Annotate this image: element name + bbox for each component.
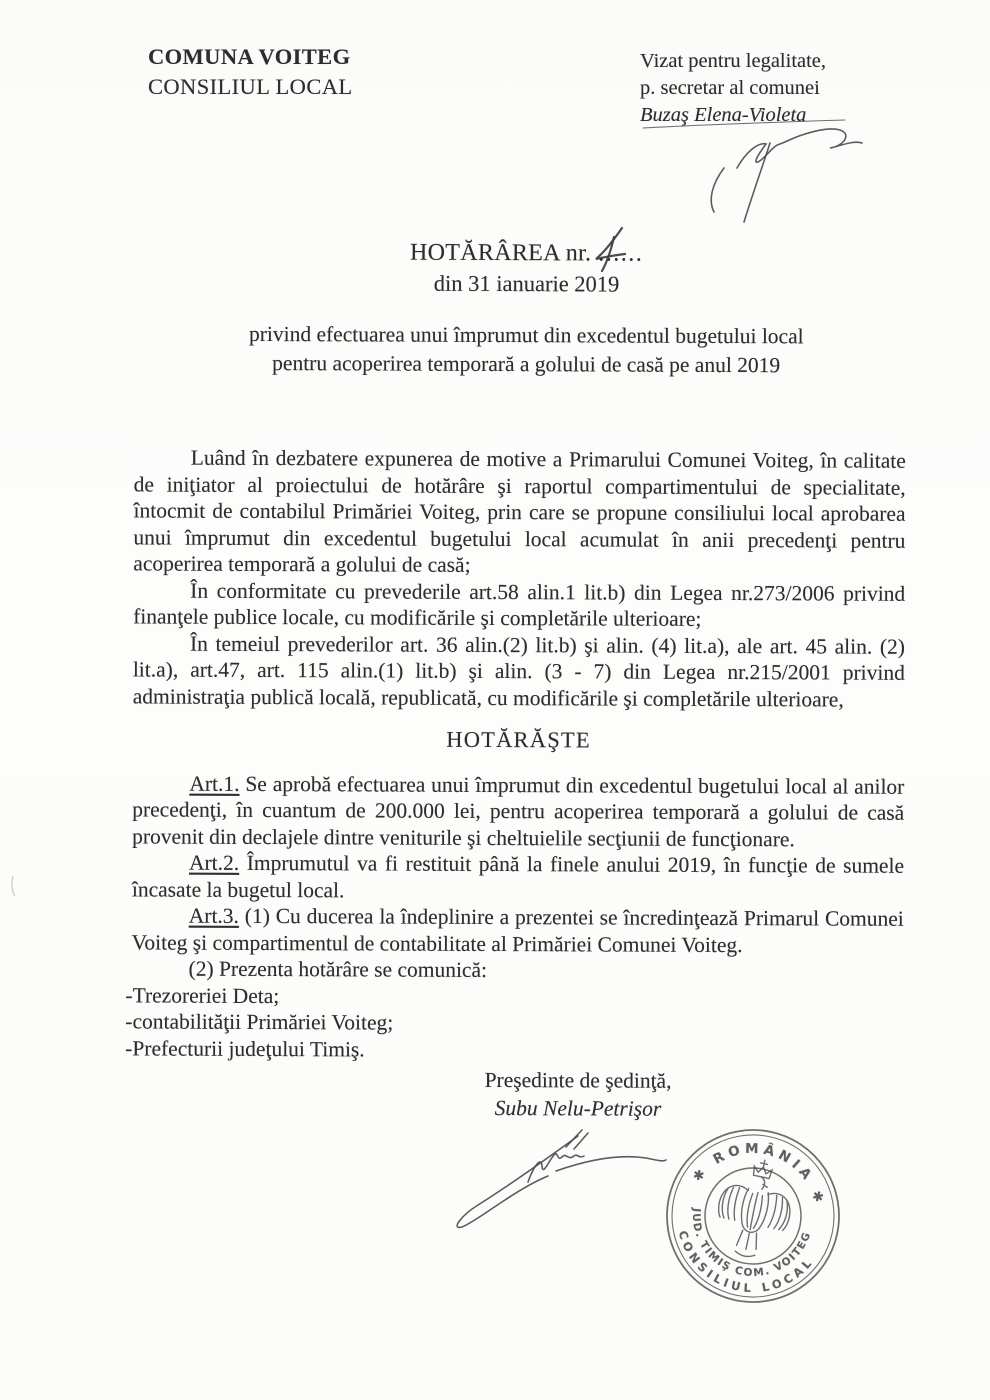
president-role: Preşedinte de şedinţă,: [484, 1067, 672, 1093]
visa-secretary-line: p. secretar al comunei: [640, 77, 820, 99]
article-paragraph: [132, 770, 904, 853]
preamble-paragraph: În conformitate cu prevederile art.58 alin.1 lit.b) din Legea nr.273/2006 privind finanţele publice locale, cu modificările şi completările ulterioare;: [133, 578, 906, 631]
decision-body: [125, 444, 906, 1064]
communication-intro: (2) Prezenta hotărâre se comunică:: [188, 956, 488, 982]
visa-line: Vizat pentru legalitate,: [640, 50, 827, 72]
article-text: Se aprobă efectuarea unui împrumut din excedentul bugetului local al anilor precedenţi, în cuantum de 200.000 lei, pentru acoperirea temporară a golului de casă provenit din declajele dintre veniturile şi cheltuielile secţiunii de funcţionare.: [132, 771, 905, 851]
subject-line-2: pentru acoperirea temporară a golului de casă pe anul 2019: [272, 351, 781, 378]
decision-heading: HOTĂRĂŞTE: [446, 726, 591, 753]
article-text: (1) Cu ducerea la îndeplinire a prezentei se încredinţează Primarul Comunei Voiteg şi compartimentul de contabilitate al Primăriei Comunei Voiteg.: [131, 903, 904, 957]
decision-number-dots: ......: [598, 240, 644, 267]
decision-title: [61, 235, 990, 301]
stamp-text-council: CONSILIUL LOCAL: [675, 1228, 817, 1296]
communication-item: -contabilităţii Primăriei Voiteg;: [125, 1009, 394, 1035]
president-name: Subu Nelu-Petrişor: [494, 1096, 662, 1121]
communication-item: -Prefecturii judeţului Timiş.: [125, 1035, 365, 1061]
subject-line-1: privind efectuarea unui împrumut din excedentul bugetului local: [248, 321, 804, 349]
article-label: Art.1.: [189, 771, 240, 796]
communication-item: -Trezoreriei Deta;: [125, 982, 280, 1008]
stamp-text-county: JUD. TIMIŞ COM. VOITEG: [689, 1207, 814, 1280]
decision-subject: [61, 319, 990, 381]
preamble-paragraph: În temeiul prevederilor art. 36 alin.(2) lit.b) şi alin. (4) lit.a), ale art. 45 alin. (2) lit.a), art.47, art. 115 alin.(1) lit.b) şi alin. (3 - 7) din Legea nr.215/2001 privind administraţia publică locală, republicată, cu modificările şi completările ulterioare,: [132, 631, 906, 712]
article-paragraph: [132, 902, 904, 958]
decision-date-line: din 31 ianuarie 2019: [433, 270, 620, 297]
decision-number-line: [62, 235, 990, 271]
article-text: Împrumutul va fi restituit până la finele anului 2019, în funcţie de sumele încasate la bugetul local.: [131, 850, 905, 902]
visa-secretary-name: Buzaş Elena-Violeta: [640, 104, 807, 126]
decision-title-text: HOTĂRÂREA nr.: [410, 239, 592, 267]
president-signature-block: [378, 1065, 778, 1123]
article-label: Art.3.: [188, 903, 240, 928]
preamble-paragraph: Luând în dezbatere expunerea de motive a Primarului Comunei Voiteg, în calitate de iniţiator al proiectului de hotărâre şi raportul compartimentului de specialitate, întocmit de contabilul Primăriei Voiteg, prin care se propune consiliului local aprobarea unui împrumut din excedentul bugetului local acumulat în anii precedenţi pentru acoperirea temporară a golului de casă;: [133, 445, 906, 577]
org-name: COMUNA VOITEG: [148, 44, 351, 69]
stamp-text-romania: ✱ ROMÂNIA ✱: [689, 1140, 828, 1209]
org-council: CONSILIUL LOCAL: [148, 74, 353, 99]
article-paragraph: [132, 849, 904, 905]
article-label: Art.2.: [188, 850, 240, 875]
